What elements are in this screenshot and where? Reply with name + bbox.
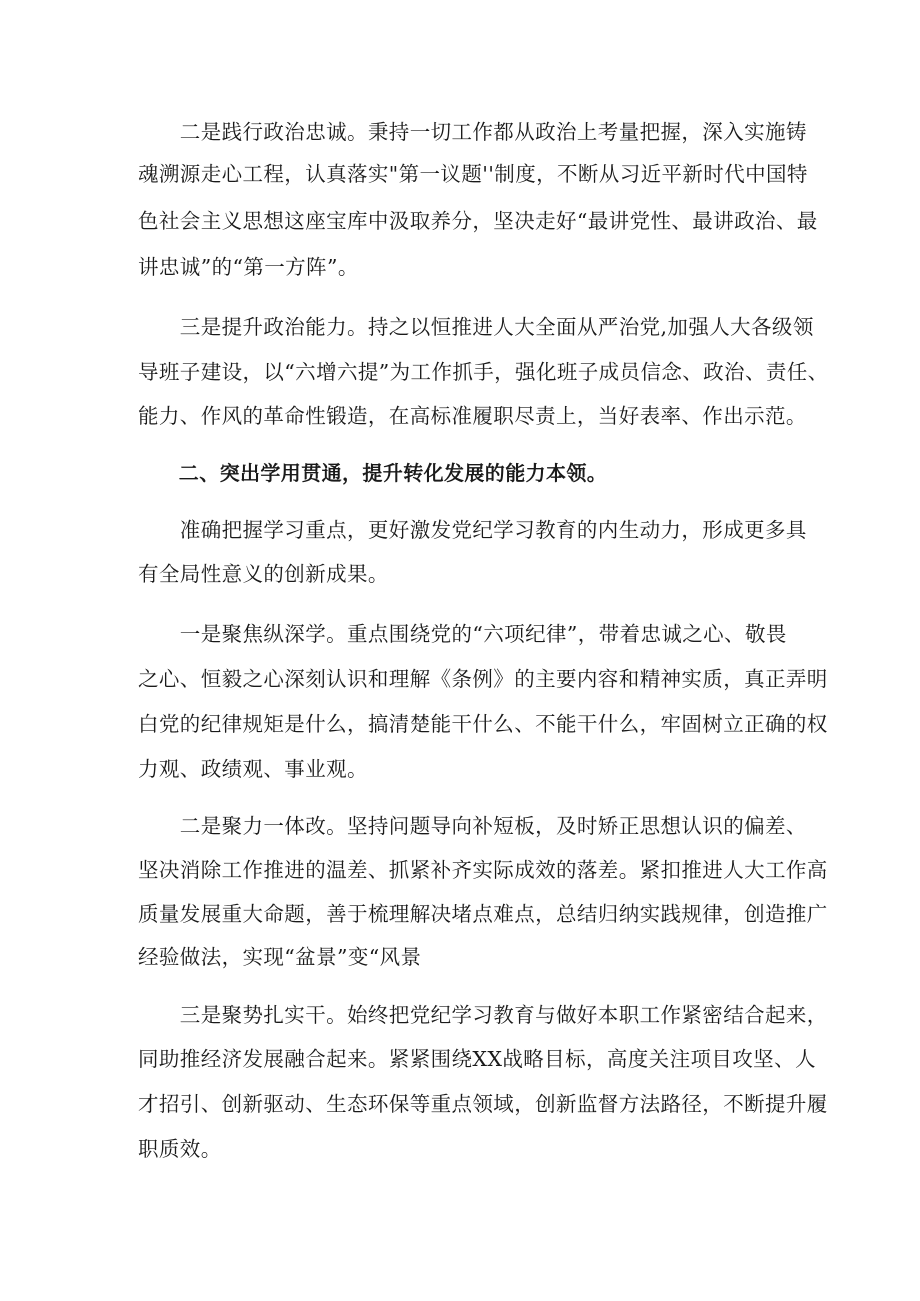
paragraph-line: 同助推经济发展融合起来。紧紧围绕XX战略目标，高度关注项目攻坚、人 (138, 1047, 816, 1071)
paragraph-line: 色社会主义思想这座宝库中汲取养分，坚决走好“最讲党性、最讲政治、最 (138, 209, 818, 233)
paragraph-line: 才招引、创新驱动、生态环保等重点领域，创新监督方法路径，不断提升履 (138, 1092, 828, 1116)
paragraph-line: 魂溯源走心工程，认真落实"第一议题''制度，不断从习近平新时代中国特 (138, 162, 808, 186)
section-heading: 二、突出学用贯通，提升转化发展的能力本领。 (138, 461, 608, 485)
paragraph-line: 讲忠诚”的“第一方阵”。 (138, 255, 359, 279)
paragraph-line: 职质效。 (138, 1137, 222, 1161)
paragraph-line: 能力、作风的革命性锻造，在高标准履职尽责上，当好表率、作出示范。 (138, 404, 807, 428)
paragraph-line: 三是聚势扎实干。始终把党纪学习教育与做好本职工作紧密结合起来， (138, 1003, 828, 1027)
paragraph-line: 导班子建设，以“六增六提”为工作抓手，强化班子成员信念、政治、责任、 (138, 360, 829, 384)
paragraph-line: 白党的纪律规矩是什么，搞清楚能干什么、不能干什么，牢固树立正确的权 (138, 712, 828, 736)
paragraph-line: 二是聚力一体改。坚持问题导向补短板，及时矫正思想认识的偏差、 (138, 814, 807, 838)
paragraph-line: 准确把握学习重点，更好激发党纪学习教育的内生动力，形成更多具 (138, 518, 807, 542)
paragraph-line: 经验做法，实现“盆景”变“风景 (138, 945, 422, 969)
paragraph-line: 之心、恒毅之心深刻认识和理解《条例》的主要内容和精神实质，真正弄明 (138, 667, 828, 691)
paragraph-line: 质量发展重大命题，善于梳理解决堵点难点，总结归纳实践规律，创造推广 (138, 902, 828, 926)
paragraph-line: 三是提升政治能力。持之以恒推进人大全面从严治党,加强人大各级领 (138, 315, 814, 339)
paragraph-line: 有全局性意义的创新成果。 (138, 562, 389, 586)
paragraph-line: 力观、政绩观、事业观。 (138, 757, 368, 781)
paragraph-line: 一是聚焦纵深学。重点围绕党的“六项纪律”，带着忠诚之心、敬畏 (138, 622, 787, 646)
paragraph-line: 坚决消除工作推进的温差、抓紧补齐实际成效的落差。紧扣推进人大工作高 (138, 858, 828, 882)
paragraph-line: 二是践行政治忠诚。秉持一切工作都从政治上考量把握，深入实施铸 (138, 120, 807, 144)
